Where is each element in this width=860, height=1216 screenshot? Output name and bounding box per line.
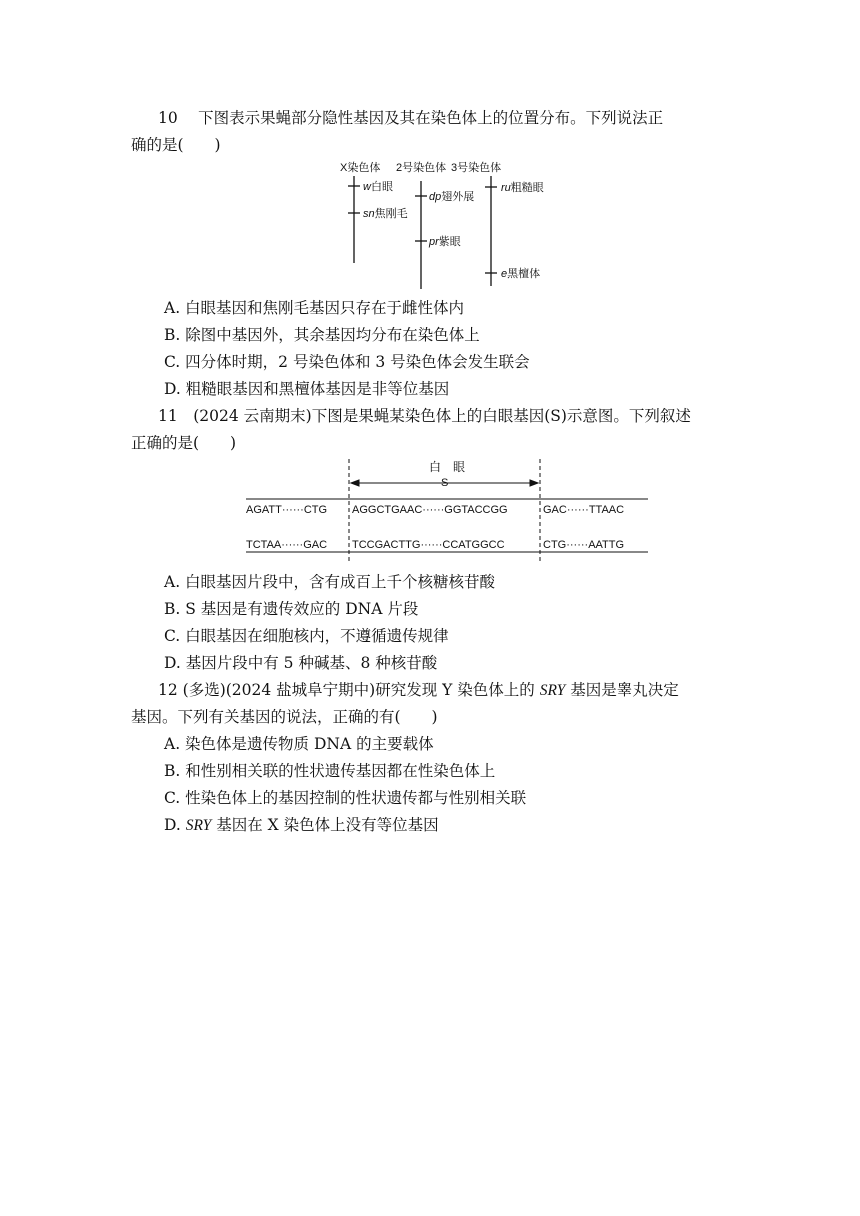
q11-option-c: C. 白眼基因在细胞核内，不遵循遗传规律 [164, 627, 449, 645]
q11-option-d: D. 基因片段中有 5 种碱基、8 种核苷酸 [164, 654, 438, 672]
q11-stem-line2: 正确的是( ) [131, 434, 237, 452]
q12-stem-line1: 12 (多选)(2024 盐城阜宁期中)研究发现 Y 染色体上的 SRY 基因是睾丸决定 [158, 681, 679, 699]
gene-s-label: S [441, 477, 449, 489]
label-chromosome-3: 3号染色体 [451, 162, 502, 174]
q12-option-c: C. 性染色体上的基因控制的性状遗传都与性别相关联 [164, 789, 527, 807]
gene-pr-label: pr紫眼 [429, 236, 461, 248]
q12-option-d: D. SRY 基因在 X 染色体上没有等位基因 [164, 816, 439, 834]
q10-option-c: C. 四分体时期，2 号染色体和 3 号染色体会发生联会 [164, 353, 530, 371]
q10-option-d: D. 粗糙眼基因和黑檀体基因是非等位基因 [164, 380, 450, 398]
gene-sn-label: sn焦刚毛 [363, 208, 408, 220]
q12-stem-line2: 基因。下列有关基因的说法，正确的有( ) [131, 708, 438, 726]
strand2-right: CTG······AATTG [543, 539, 625, 551]
q12-option-b: B. 和性别相关联的性状遗传基因都在性染色体上 [164, 762, 496, 780]
q12-option-a: A. 染色体是遗传物质 DNA 的主要载体 [164, 735, 434, 753]
gene-w-label: w白眼 [363, 181, 393, 193]
gene-dp-label: dp翅外展 [429, 191, 475, 203]
strand1-left: AGATT······CTG [246, 504, 328, 516]
gene-e-label: e黑檀体 [501, 268, 541, 280]
q11-option-a: A. 白眼基因片段中，含有成百上千个核糖核苷酸 [164, 573, 496, 591]
q10-stem-line1: 10 下图表示果蝇部分隐性基因及其在染色体上的位置分布。下列说法正 [158, 109, 664, 127]
strand2-left: TCTAA······GAC [246, 539, 328, 551]
dna-diagram [240, 457, 652, 567]
white-eye-gene-figure [240, 457, 652, 567]
q10-option-b: B. 除图中基因外，其余基因均分布在染色体上 [164, 326, 480, 344]
white-eye-label: 白 眼 [429, 460, 466, 474]
chromosome-diagram [330, 157, 570, 292]
label-chromosome-2: 2号染色体 [396, 162, 447, 174]
chromosome-gene-figure [330, 157, 570, 292]
strand1-right: GAC······TTAAC [543, 504, 625, 516]
q11-option-b: B. S 基因是有遗传效应的 DNA 片段 [164, 600, 419, 618]
strand1-gene: AGGCTGAAC······GGTACCGG [352, 504, 508, 516]
q10-option-a: A. 白眼基因和焦刚毛基因只存在于雌性体内 [164, 299, 465, 317]
strand2-gene: TCCGACTTG······CCATGGCC [352, 539, 505, 551]
label-x-chromosome: X染色体 [340, 162, 381, 174]
gene-ru-label: ru粗糙眼 [501, 182, 544, 194]
q10-stem-line2: 确的是( ) [131, 136, 221, 154]
q11-stem-line1: 11 (2024 云南期末)下图是果蝇某染色体上的白眼基因(S)示意图。下列叙述 [158, 407, 691, 425]
